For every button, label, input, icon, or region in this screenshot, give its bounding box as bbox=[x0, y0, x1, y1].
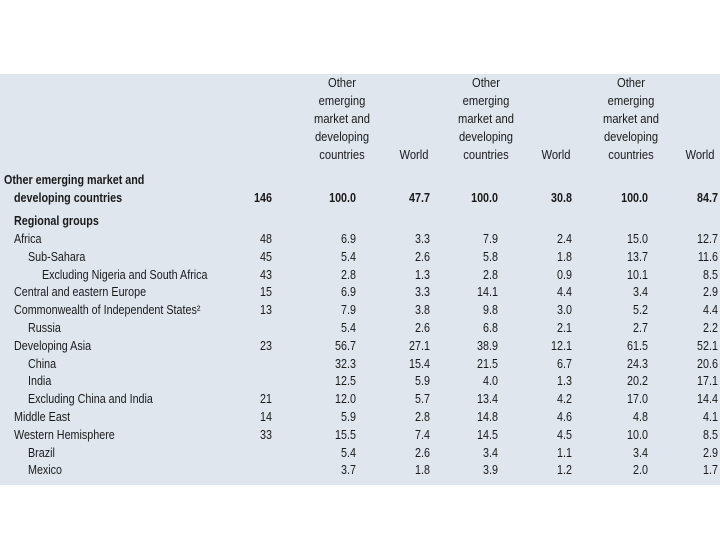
row-count: 43 bbox=[260, 267, 272, 282]
row-value: 5.2 bbox=[633, 303, 648, 318]
row-value: 2.1 bbox=[557, 321, 572, 335]
row-value: 38.9 bbox=[477, 338, 498, 353]
section-label: Regional groups bbox=[13, 214, 99, 228]
row-value: 5.7 bbox=[415, 392, 430, 407]
row-value: 8.5 bbox=[703, 267, 718, 282]
row-label: Middle East bbox=[13, 410, 71, 424]
row-label: Africa bbox=[13, 232, 42, 246]
row-value: 2.6 bbox=[415, 445, 430, 460]
row-value: 1.3 bbox=[557, 374, 572, 389]
row-value: 4.2 bbox=[557, 392, 572, 407]
row-value: 2.6 bbox=[415, 321, 430, 335]
row-value: 6.7 bbox=[557, 356, 572, 371]
row-value: 1.3 bbox=[415, 267, 430, 282]
row-value: 1.8 bbox=[557, 249, 572, 264]
row-label: Russia bbox=[27, 321, 61, 335]
total-label-line1: Other emerging market and bbox=[3, 173, 145, 187]
row-value: 7.4 bbox=[415, 427, 430, 442]
row-value: 12.0 bbox=[335, 392, 356, 407]
row-label: India bbox=[27, 374, 52, 389]
row-value: 4.5 bbox=[557, 427, 572, 442]
row-value: 20.2 bbox=[627, 374, 648, 389]
row-value: 2.9 bbox=[703, 445, 718, 460]
row-value: 17.0 bbox=[627, 392, 648, 407]
row-value: 5.9 bbox=[341, 410, 356, 424]
row-value: 7.9 bbox=[341, 303, 356, 318]
row-count: 23 bbox=[260, 338, 272, 353]
row-count: 48 bbox=[260, 232, 272, 246]
column-header-group: Other emerging market and developing countries bbox=[458, 75, 514, 162]
row-value: 15.4 bbox=[409, 356, 430, 371]
row-value: 9.8 bbox=[483, 303, 498, 318]
row-value: 2.6 bbox=[415, 249, 430, 264]
column-header-world: World bbox=[399, 147, 429, 162]
row-value: 3.9 bbox=[483, 463, 498, 478]
row-value: 5.4 bbox=[341, 249, 356, 264]
row-label: Mexico bbox=[27, 463, 63, 478]
row-value: 2.0 bbox=[633, 463, 648, 478]
row-label: Sub-Sahara bbox=[27, 249, 86, 264]
row-value: 10.1 bbox=[627, 267, 648, 282]
row-count: 45 bbox=[260, 249, 272, 264]
row-count: 15 bbox=[260, 285, 272, 300]
row-value: 4.0 bbox=[483, 374, 498, 389]
row-value: 3.0 bbox=[557, 303, 572, 318]
row-label: Brazil bbox=[27, 445, 55, 460]
row-value: 4.1 bbox=[703, 410, 718, 424]
row-value: 6.9 bbox=[341, 285, 356, 300]
row-label: Commonwealth of Independent States² bbox=[13, 303, 201, 318]
row-value: 1.2 bbox=[557, 463, 572, 478]
row-value: 14.5 bbox=[477, 427, 498, 442]
total-value: 47.7 bbox=[409, 191, 430, 205]
row-value: 6.8 bbox=[483, 321, 498, 335]
row-value: 17.1 bbox=[697, 374, 718, 389]
row-count: 33 bbox=[260, 427, 272, 442]
row-value: 2.8 bbox=[341, 267, 356, 282]
row-value: 5.4 bbox=[341, 445, 356, 460]
row-value: 52.1 bbox=[697, 338, 718, 353]
row-value: 27.1 bbox=[409, 338, 430, 353]
column-header-group: Other emerging market and developing countries bbox=[603, 75, 659, 162]
row-count: 21 bbox=[260, 392, 272, 407]
row-label: Western Hemisphere bbox=[13, 427, 115, 442]
row-value: 12.5 bbox=[335, 374, 356, 389]
row-value: 1.7 bbox=[703, 463, 718, 478]
total-count: 146 bbox=[254, 191, 272, 205]
row-value: 3.3 bbox=[415, 232, 430, 246]
row-value: 4.4 bbox=[703, 303, 718, 318]
row-value: 5.4 bbox=[341, 321, 356, 335]
total-value: 100.0 bbox=[471, 191, 498, 205]
row-value: 3.4 bbox=[483, 445, 498, 460]
row-value: 4.6 bbox=[557, 410, 572, 424]
row-value: 15.5 bbox=[335, 427, 356, 442]
row-value: 12.7 bbox=[697, 232, 718, 246]
row-value: 3.7 bbox=[341, 463, 356, 478]
row-value: 5.9 bbox=[415, 374, 430, 389]
row-value: 3.8 bbox=[415, 303, 430, 318]
row-label: Central and eastern Europe bbox=[13, 285, 147, 300]
row-label: Developing Asia bbox=[13, 338, 92, 353]
row-value: 6.9 bbox=[341, 232, 356, 246]
row-value: 3.4 bbox=[633, 445, 648, 460]
row-value: 10.0 bbox=[627, 427, 648, 442]
row-value: 2.8 bbox=[415, 410, 430, 424]
row-label: China bbox=[27, 356, 57, 371]
row-value: 21.5 bbox=[477, 356, 498, 371]
column-header-group: Other emerging market and developing countries bbox=[314, 75, 370, 162]
row-value: 2.4 bbox=[557, 232, 572, 246]
row-value: 3.3 bbox=[415, 285, 430, 300]
row-value: 1.8 bbox=[415, 463, 430, 478]
row-value: 32.3 bbox=[335, 356, 356, 371]
column-header-world: World bbox=[541, 147, 571, 162]
row-value: 13.7 bbox=[627, 249, 648, 264]
row-value: 7.9 bbox=[483, 232, 498, 246]
row-value: 2.9 bbox=[703, 285, 718, 300]
row-value: 61.5 bbox=[627, 338, 648, 353]
row-label: Excluding China and India bbox=[27, 392, 153, 407]
row-count: 14 bbox=[260, 410, 272, 424]
row-label: Excluding Nigeria and South Africa bbox=[41, 267, 208, 282]
row-value: 15.0 bbox=[627, 232, 648, 246]
row-count: 13 bbox=[260, 303, 272, 318]
row-value: 8.5 bbox=[703, 427, 718, 442]
row-value: 2.2 bbox=[703, 321, 718, 335]
column-header-world: World bbox=[685, 147, 715, 162]
row-value: 12.1 bbox=[551, 338, 572, 353]
row-value: 4.4 bbox=[557, 285, 572, 300]
total-value: 30.8 bbox=[551, 191, 572, 205]
row-value: 4.8 bbox=[633, 410, 648, 424]
total-value: 100.0 bbox=[621, 191, 648, 205]
row-value: 5.8 bbox=[483, 249, 498, 264]
row-value: 13.4 bbox=[477, 392, 498, 407]
total-value: 84.7 bbox=[697, 191, 718, 205]
row-value: 14.4 bbox=[697, 392, 718, 407]
row-value: 2.8 bbox=[483, 267, 498, 282]
row-value: 0.9 bbox=[557, 267, 572, 282]
row-value: 14.8 bbox=[477, 410, 498, 424]
row-value: 56.7 bbox=[335, 338, 356, 353]
row-value: 3.4 bbox=[633, 285, 648, 300]
row-value: 20.6 bbox=[697, 356, 718, 371]
row-value: 14.1 bbox=[477, 285, 498, 300]
row-value: 1.1 bbox=[557, 445, 572, 460]
total-value: 100.0 bbox=[329, 191, 356, 205]
row-value: 24.3 bbox=[627, 356, 648, 371]
row-value: 2.7 bbox=[633, 321, 648, 335]
row-value: 11.6 bbox=[697, 249, 718, 264]
total-label-line2: developing countries bbox=[13, 191, 123, 205]
